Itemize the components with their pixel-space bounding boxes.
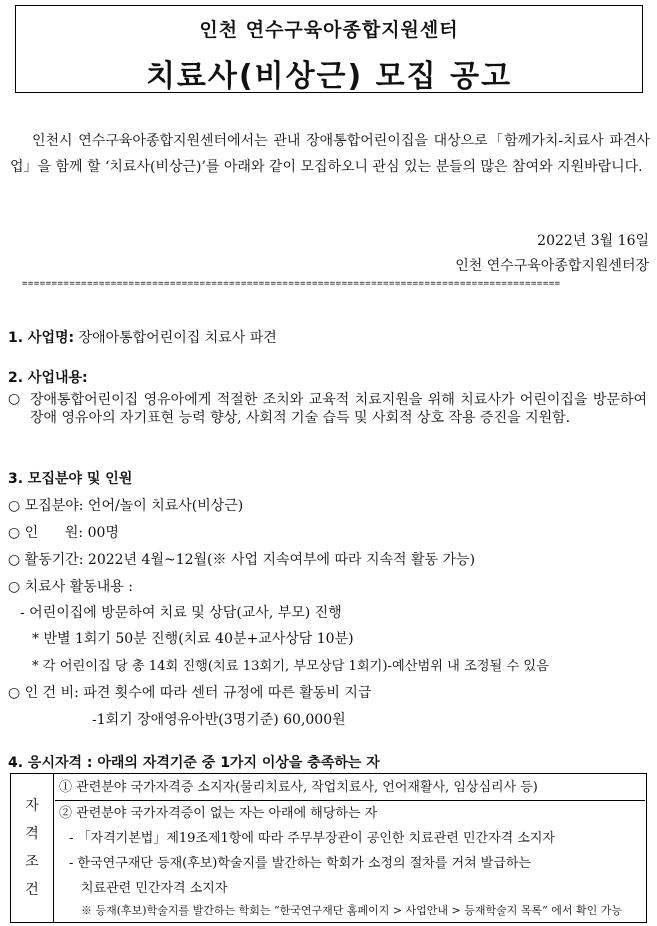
section-2-bullet: ○	[8, 391, 21, 407]
intro-paragraph	[10, 128, 650, 180]
activity-detail-2: * 각 어린이집 당 총 14회 진행(치료 13회기, 부모상담 1회기)-예산범위 내 조정될 수 있음	[32, 659, 549, 674]
org-title: 인천 연수구육아종합지원센터	[199, 19, 459, 41]
label-char: 자	[25, 798, 39, 814]
activity-period: ○ 활동기간: 2022년 4월~12월(※ 사업 지속여부에 따라 지속적 활동 가능)	[8, 552, 476, 568]
activity-item: - 어린이집에 방문하여 치료 및 상담(교사, 부모) 진행	[20, 605, 342, 621]
qualification-subrow-1: - 「자격기본법」제19조제1항에 따라 주무부장관이 공인한 치료관련 민간자격 소지자	[69, 831, 555, 846]
label-char: 격	[25, 826, 39, 842]
activity-detail-1: * 반별 1회기 50분 진행(치료 40분+교사상담 10분)	[32, 631, 354, 647]
page-title: 치료사(비상근) 모집 공고	[145, 59, 513, 94]
section-4-heading: 4. 응시자격 : 아래의 자격기준 중 1가지 이상을 충족하는 자	[8, 755, 380, 771]
announcement-date: 2022년 3월 16일	[537, 233, 649, 249]
recruit-field: ○ 모집분야: 언어/놀이 치료사(비상근)	[8, 498, 244, 514]
qualification-content-cell	[54, 774, 647, 923]
qualification-note: ※ 등재(후보)학술지를 발간하는 학회는 “한국연구재단 홈페이지 > 사업안내 > 등재학술지 목록” 에서 확인 가능	[81, 904, 623, 917]
section-3-heading: 3. 모집분야 및 인원	[8, 471, 133, 487]
section-1	[8, 327, 277, 347]
label-char: 건	[25, 882, 39, 898]
qualification-subrow-2: - 한국연구재단 등재(후보)학술지를 발간하는 학회가 소정의 절차를 거쳐 발급하는	[69, 856, 532, 871]
section-2-heading: 2. 사업내용:	[8, 370, 88, 386]
qualification-row-1: ① 관련분야 국가자격증 소지자(물리치료사, 작업치료사, 언어재활사, 임상심리사 등)	[55, 775, 645, 801]
title-box	[15, 5, 643, 93]
qualification-label-cell	[11, 774, 54, 923]
pay-info: ○ 인 건 비: 파견 횟수에 따라 센터 규정에 따른 활동비 지급	[8, 685, 372, 701]
section-2-text: 장애통합어린이집 영유아에게 적절한 조치와 교육적 치료지원을 위해 치료사가 어린이집을 방문하여 장애 영유아의 자기표현 능력 향상, 사회적 기술 습득 및 사회적 상호 작용 증진을 지원함.	[30, 392, 647, 426]
label-char: 조	[25, 854, 39, 870]
qualification-subrow-3: 치료관련 민간자격 소지자	[81, 881, 228, 896]
headcount: ○ 인 원: 00명	[8, 525, 119, 541]
qualification-row-2: ② 관련분야 국가자격증이 없는 자는 아래에 해당하는 자	[59, 806, 378, 821]
section-1-heading: 1. 사업명:	[8, 330, 75, 346]
section-1-value: 장애아통합어린이집 치료사 파견	[74, 330, 277, 346]
intro-text: 인천시 연수구육아종합지원센터에서는 관내 장애통합어린이집을 대상으로「함께가치-치료사 파견사업」을 함께 할 ‘치료사(비상근)’를 아래와 같이 모집하오니 관심 있는 분들의 많은 참여와 지원바랍니다.	[10, 133, 650, 175]
activity-content-label: ○ 치료사 활동내용 :	[8, 579, 133, 595]
pay-rate: -1회기 장애영유아반(3명기준) 60,000원	[92, 712, 346, 728]
qualification-table	[10, 773, 647, 923]
separator-line: ===========================================================================================	[22, 279, 561, 289]
issuer: 인천 연수구육아종합지원센터장	[455, 258, 649, 274]
